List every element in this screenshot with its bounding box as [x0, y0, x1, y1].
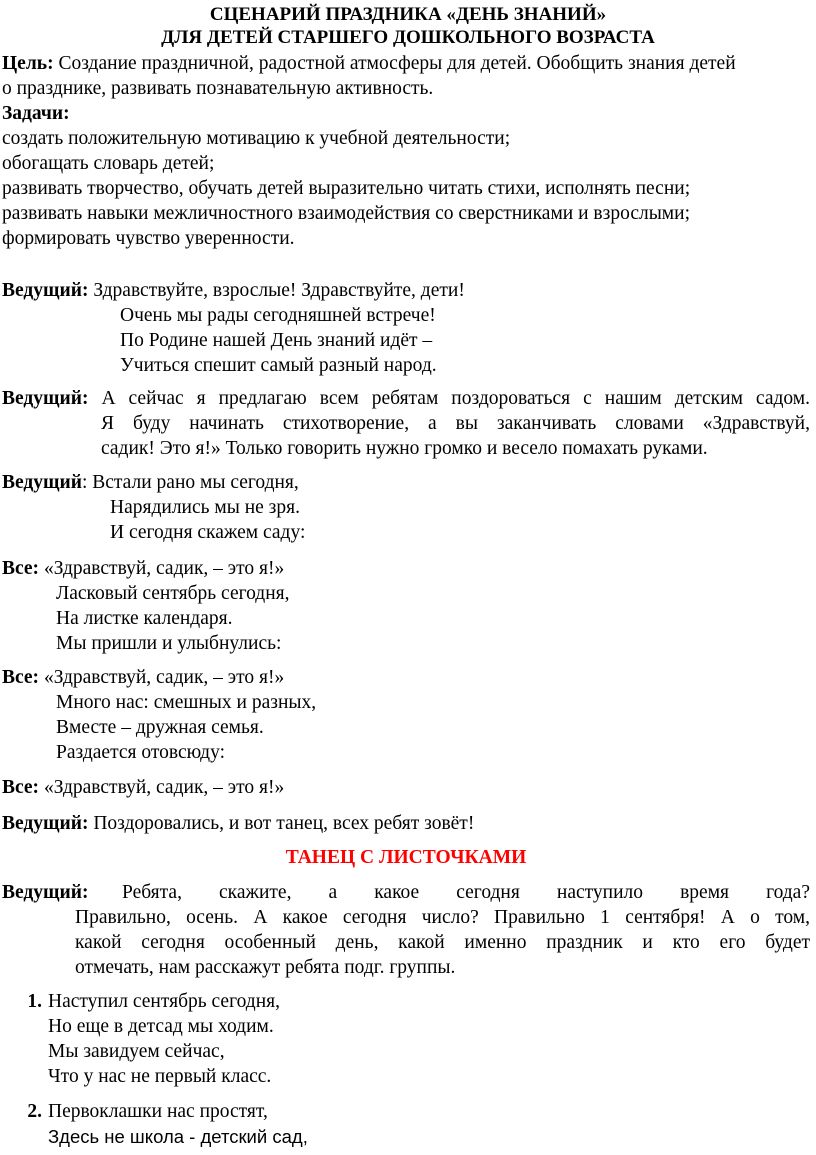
poem-line: Здесь не школа - детский сад,: [48, 1126, 308, 1147]
speech-line: Здравствуйте, взрослые! Здравствуйте, дети!: [88, 280, 465, 301]
speaker-label: Ведущий:: [2, 388, 89, 409]
speaker-label: Ведущий:: [2, 882, 89, 903]
tasks-label: Задачи:: [2, 103, 70, 124]
verse-line: Очень мы рады сегодняшней встрече!: [120, 305, 436, 326]
speaker-label: Ведущий:: [2, 280, 89, 301]
speech-line: садик! Это я!» Только говорить нужно громко и весело помахать руками.: [101, 438, 708, 459]
goal-label: Цель:: [2, 53, 54, 74]
poem-2: [14, 1099, 810, 1149]
poem-number: 1.: [27, 991, 42, 1012]
host-speech-5: [2, 880, 810, 980]
task-item: обогащать словарь детей;: [2, 153, 215, 174]
host-speech-3: [2, 470, 810, 545]
dance-heading: ТАНЕЦ С ЛИСТОЧКАМИ: [285, 847, 527, 868]
verse-line: Нарядились мы не зря.: [110, 497, 300, 518]
poem-line: Но еще в детсад мы ходим.: [48, 1016, 274, 1037]
speech-line: Я буду начинать стихотворение, а вы заканчивать словами «Здравствуй,: [101, 413, 810, 434]
verse-line: Много нас: смешных и разных,: [56, 692, 317, 713]
speech-line: какой сегодня особенный день, какой именно праздник и кто его будет: [75, 932, 810, 953]
dance-heading-block: [2, 845, 810, 870]
all-speech-2: [2, 665, 810, 765]
speaker-label: Все:: [2, 667, 40, 688]
task-item: развивать навыки межличностного взаимодействия со сверстниками и взрослыми;: [2, 203, 690, 224]
verse-line: Вместе – дружная семья.: [56, 717, 264, 738]
goal-text-1: Создание праздничной, радостной атмосферы для детей. Обобщить знания детей: [53, 53, 736, 74]
all-speech-3: [2, 775, 810, 800]
task-item: формировать чувство уверенности.: [2, 228, 295, 249]
poem-line: Первоклашки нас простят,: [48, 1101, 268, 1122]
speech-line: отмечать, нам расскажут ребята подг. группы.: [75, 957, 456, 978]
speech-line: «Здравствуй, садик, – это я!»: [39, 558, 285, 579]
goal-section: [2, 51, 810, 101]
speech-line: А сейчас я предлагаю всем ребятам поздороваться с нашим детским садом.: [88, 388, 810, 409]
title-line-2: ДЛЯ ДЕТЕЙ СТАРШЕГО ДОШКОЛЬНОГО ВОЗРАСТА: [161, 27, 655, 48]
speech-line: Поздоровались, и вот танец, всех ребят зовёт!: [88, 813, 475, 834]
verse-line: По Родине нашей День знаний идёт –: [120, 330, 433, 351]
speech-line: Ребята, скажите, а какое сегодня наступило время года?: [122, 882, 810, 903]
poem-line: Мы завидуем сейчас,: [48, 1041, 225, 1062]
speech-line: «Здравствуй, садик, – это я!»: [39, 667, 285, 688]
poem-line: Что у нас не первый класс.: [48, 1066, 272, 1087]
host-speech-4: [2, 811, 810, 836]
verse-line: Мы пришли и улыбнулись:: [56, 633, 282, 654]
verse-line: И сегодня скажем саду:: [110, 522, 306, 543]
speech-line: «Здравствуй, садик, – это я!»: [39, 777, 285, 798]
goal-text-2: о празднике, развивать познавательную активность.: [2, 78, 434, 99]
poem-number: 2.: [27, 1101, 42, 1122]
speaker-label: Все:: [2, 777, 40, 798]
verse-line: Раздается отовсюду:: [56, 742, 226, 763]
host-speech-1: [2, 278, 810, 378]
task-item: развивать творчество, обучать детей выразительно читать стихи, исполнять песни;: [2, 178, 691, 199]
task-item: создать положительную мотивацию к учебной деятельности;: [2, 128, 511, 149]
all-speech-1: [2, 556, 810, 656]
poem-line: Наступил сентябрь сегодня,: [48, 991, 280, 1012]
verse-line: Учиться спешит самый разный народ.: [120, 355, 437, 376]
poem-1: [14, 989, 810, 1089]
speech-line: : Встали рано мы сегодня,: [81, 472, 299, 493]
speaker-label: Ведущий:: [2, 813, 89, 834]
verse-line: На листке календаря.: [56, 608, 233, 629]
speaker-label: Все:: [2, 558, 40, 579]
title-line-1: СЦЕНАРИЙ ПРАЗДНИКА «ДЕНЬ ЗНАНИЙ»: [209, 4, 607, 25]
tasks-section: [2, 101, 810, 251]
host-speech-2: [2, 386, 810, 461]
verse-line: Ласковый сентябрь сегодня,: [56, 583, 290, 604]
speech-line: Правильно, осень. А какое сегодня число? Правильно 1 сентября! А о том,: [75, 907, 810, 928]
speaker-label: Ведущий: [2, 472, 82, 493]
